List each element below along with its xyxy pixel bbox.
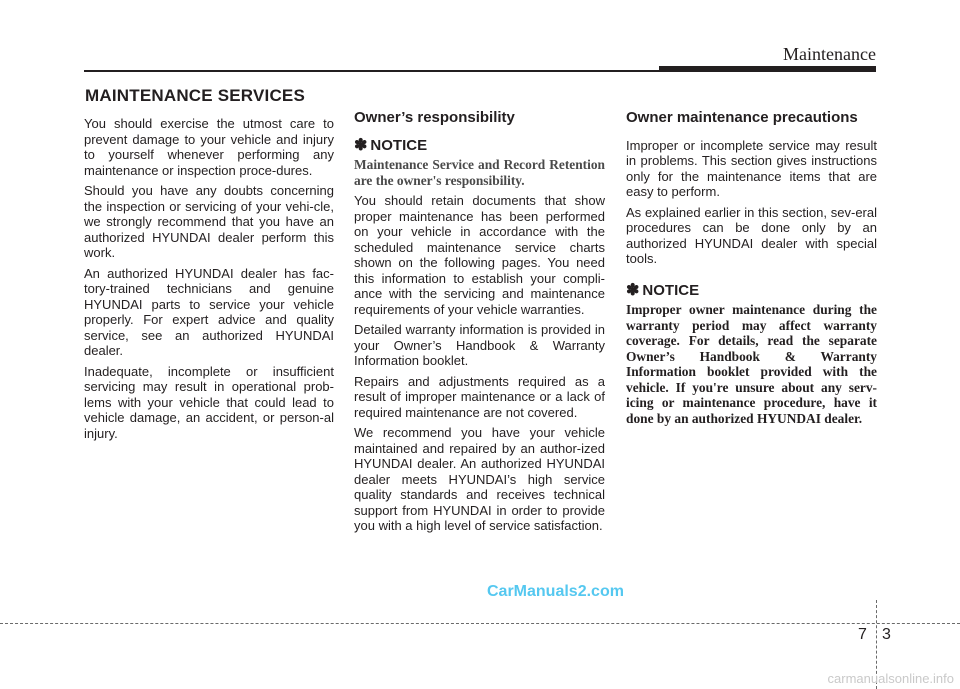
notice-star-icon: ✽: [626, 281, 640, 299]
paragraph: Inadequate, incomplete or insufficient servicing may result in operational prob-lems with your vehicle that could lead to vehicle damage, an accident, or person-al injury.: [84, 363, 334, 441]
notice-label: NOTICE: [370, 136, 428, 154]
notice-star-icon: ✽: [354, 136, 368, 154]
column-2: [354, 110, 605, 539]
notice-text: Improper owner maintenance during the warranty period may affect warranty coverage. For details, read the separate Owner’s Handbook & Warranty Information booklet provided with the vehicle. If you're unsure about any serv-icing or maintenance procedure, have it done by an authorized HYUNDAI dealer.: [626, 302, 877, 426]
section-title: MAINTENANCE SERVICES: [85, 86, 305, 105]
page-header-title: Maintenance: [783, 44, 876, 64]
owner-precautions-heading: Owner maintenance precautions: [626, 109, 858, 126]
notice-text: Maintenance Service and Record Retention are the owner's responsibility.: [354, 157, 605, 188]
paragraph: As explained earlier in this section, sev-eral procedures can be done only by an authorized HYUNDAI dealer with special tools.: [626, 204, 877, 266]
paragraph: We recommend you have your vehicle maintained and repaired by an author-ized HYUNDAI dealer. An authorized HYUNDAI dealer meets HYUNDAI’s high service quality standards and receives technical support from HYUNDAI in order to provide you with a high level of service satisfaction.: [354, 425, 605, 533]
paragraph: You should retain documents that show proper maintenance has been performed on your vehicle in accordance with the scheduled maintenance service charts shown on the following pages. You need this information to establish your compli-ance with the servicing and maintenance requirements of your vehicle warranties.: [354, 193, 605, 317]
header-rule-thin: [84, 70, 659, 72]
notice-heading: [354, 138, 605, 154]
owner-responsibility-heading: Owner’s responsibility: [354, 109, 515, 126]
paragraph: An authorized HYUNDAI dealer has fac-tory-trained technicians and genuine HYUNDAI parts to service your vehicle properly. For expert advice and quality service, see an authorized HYUNDAI dealer.: [84, 265, 334, 358]
footer-rule: [0, 623, 960, 624]
paragraph: Improper or incomplete service may result in problems. This section gives instructions only for the maintenance items that are easy to perform.: [626, 137, 877, 199]
chapter-number: 7: [858, 626, 867, 643]
column-3: [626, 110, 877, 431]
footer-site-link[interactable]: carmanualsonline.info: [827, 671, 954, 686]
paragraph: Detailed warranty information is provided in your Owner’s Handbook & Warranty Information booklet.: [354, 322, 605, 368]
notice-label: NOTICE: [642, 281, 700, 299]
watermark-link[interactable]: CarManuals2.com: [487, 583, 624, 600]
header-rule-thick: [659, 66, 876, 72]
column-1: [84, 116, 334, 446]
paragraph: You should exercise the utmost care to prevent damage to your vehicle and injury to yourself whenever performing any maintenance or inspection proce-dures.: [84, 116, 334, 178]
paragraph: Repairs and adjustments required as a result of improper maintenance or a lack of required maintenance are not covered.: [354, 373, 605, 420]
notice-heading: [626, 283, 877, 299]
page-number: 3: [882, 626, 891, 643]
paragraph: Should you have any doubts concerning the inspection or servicing of your vehi-cle, we strongly recommend that you have an authorized HYUNDAI dealer perform this work.: [84, 183, 334, 260]
